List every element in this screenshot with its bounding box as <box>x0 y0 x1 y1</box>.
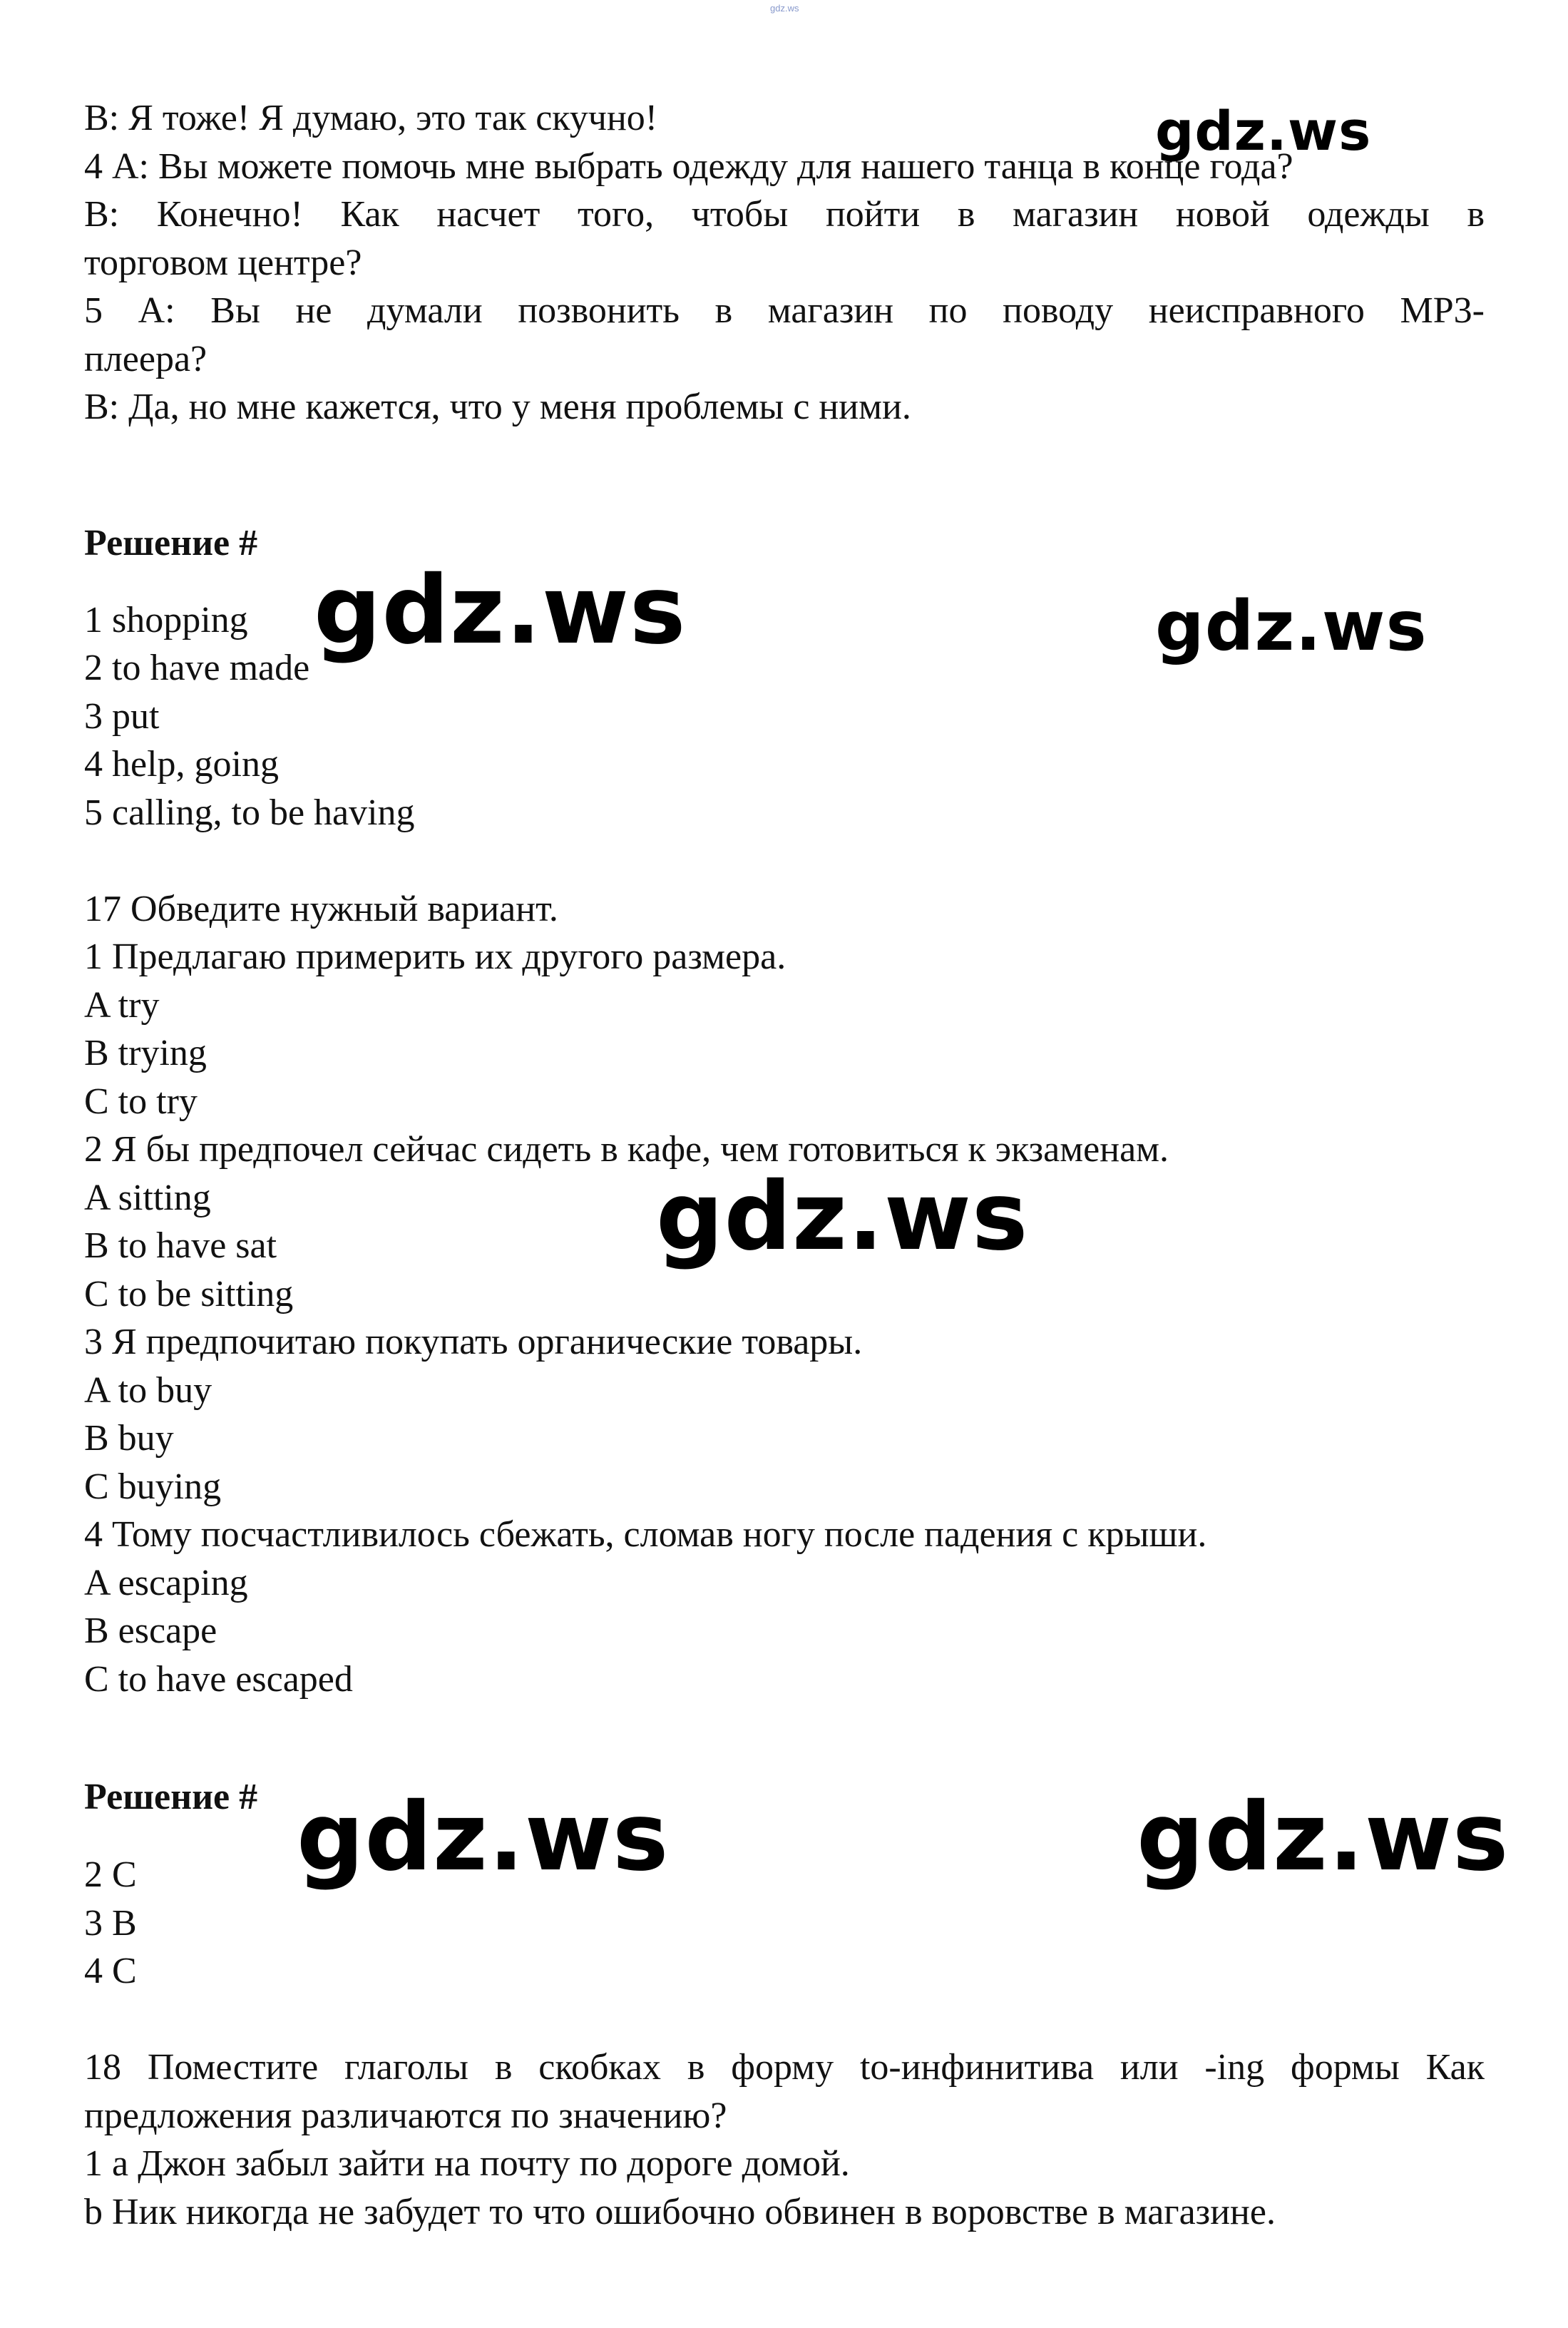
watermark: gdz.ws <box>1137 1782 1510 1892</box>
solution-heading: Решение # <box>84 523 258 563</box>
answer-line: 3 B <box>84 1902 137 1944</box>
dialogue-line: В: Да, но мне кажется, что у меня проблемы с ними. <box>84 387 911 427</box>
option-line: A try <box>84 984 160 1026</box>
dialogue-line: 5 А: Вы не думали позвонить в магазин по поводу неисправного MP3- <box>84 290 1485 331</box>
dialogue-line: B: Я тоже! Я думаю, это так скучно! <box>84 98 658 138</box>
option-line: A sitting <box>84 1177 211 1218</box>
question-line: 3 Я предпочитаю покупать органические товары. <box>84 1322 863 1362</box>
option-line: B escape <box>84 1610 217 1651</box>
answer-line: 2 C <box>84 1854 137 1895</box>
watermark: gdz.ws <box>314 556 687 665</box>
watermark: gdz.ws <box>297 1782 670 1892</box>
question-line: b Ник никогда не забудет то что ошибочно обвинен в воровстве в магазине. <box>84 2191 1276 2232</box>
option-line: A escaping <box>84 1562 248 1603</box>
answer-line: 1 shopping <box>84 599 248 640</box>
dialogue-line: 4 А: Вы можете помочь мне выбрать одежду для нашего танца в конце года? <box>84 146 1293 187</box>
answer-line: 3 put <box>84 695 160 737</box>
option-line: C to be sitting <box>84 1273 294 1314</box>
answer-line: 4 help, going <box>84 744 279 785</box>
option-line: C to have escaped <box>84 1658 353 1700</box>
solution-heading: Решение # <box>84 1776 258 1817</box>
dialogue-line: торговом центре? <box>84 242 362 283</box>
question-line: 1 a Джон забыл зайти на почту по дороге домой. <box>84 2143 850 2184</box>
exercise-heading: 17 Обведите нужный вариант. <box>84 888 558 929</box>
watermark: gdz.ws <box>1155 586 1428 666</box>
watermark: gdz.ws <box>1155 99 1372 163</box>
answer-line: 2 to have made <box>84 648 310 688</box>
option-line: B trying <box>84 1033 207 1073</box>
option-line: B to have sat <box>84 1225 277 1266</box>
dialogue-line: В: Конечно! Как насчет того, чтобы пойти в магазин новой одежды в <box>84 194 1485 235</box>
option-line: C buying <box>84 1466 222 1507</box>
question-line: 2 Я бы предпочел сейчас сидеть в кафе, чем готовиться к экзаменам. <box>84 1129 1169 1170</box>
option-line: C to try <box>84 1081 198 1122</box>
watermark: gdz.ws <box>656 1162 1029 1272</box>
answer-line: 5 calling, to be having <box>84 792 415 833</box>
answer-line: 4 C <box>84 1951 137 1991</box>
question-line: 1 Предлагаю примерить их другого размера. <box>84 936 786 977</box>
option-line: A to buy <box>84 1369 212 1411</box>
dialogue-line: плеера? <box>84 338 207 379</box>
header-watermark: gdz.ws <box>770 3 799 14</box>
exercise-heading: 18 Поместите глаголы в скобках в форму to-инфинитива или -ing формы Как <box>84 2047 1485 2088</box>
question-line: 4 Тому посчастливилось сбежать, сломав ногу после падения с крыши. <box>84 1514 1207 1555</box>
exercise-heading-continued: предложения различаются по значению? <box>84 2095 727 2136</box>
option-line: B buy <box>84 1418 174 1459</box>
